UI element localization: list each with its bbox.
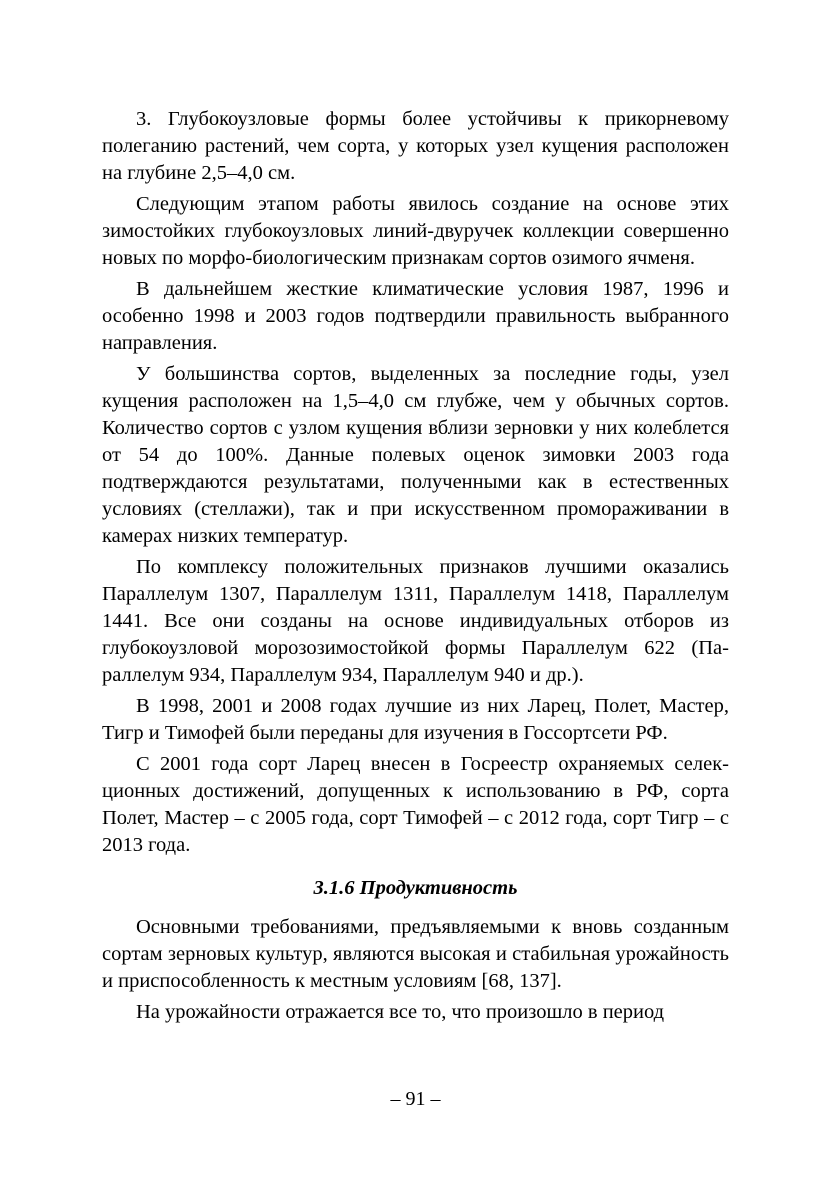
paragraph-5: По комплексу положительных признаков лучшими оказались Параллелум 1307, Параллелум 1311, Параллелум 1418, Параллелум 1441. Все они созданы на основе индивидуальных отборов из глубокоузловой морозозимостойкой формы Параллелум 622 (Параллелум 934, Параллелум 934, Параллелум 940 и др.).	[102, 556, 729, 686]
paragraph-7: С 2001 года сорт Ларец внесен в Госреестр охраняемых селекционных достижений, допущенных к использованию в РФ, сорта Полет, Мастер – с 2005 года, сорт Тимофей – с 2012 года, сорт Тигр – с 2013 года.	[102, 753, 729, 856]
paragraph-1: 3. Глубокоузловые формы более устойчивы к прикорневому полеганию растений, чем сорта, у которых узел кущения расположен на глубине 2,5–4,0 см.	[102, 108, 729, 184]
section-heading: 3.1.6 Продуктивность	[313, 877, 518, 899]
paragraph-2: Следующим этапом работы явилось создание на основе этих зимостойких глубокоузловых линий-двуручек коллекции совершенно новых по морфо-биологическим признакам сортов озимого ячменя.	[102, 193, 729, 269]
page-number: – 91 –	[390, 1088, 441, 1110]
document-page	[102, 106, 729, 1030]
paragraph-9: На урожайности отражается все то, что произошло в период	[136, 1001, 665, 1023]
paragraph-3: В дальнейшем жесткие климатические условия 1987, 1996 и особенно 1998 и 2003 годов подтвердили правильность выбранного направления.	[102, 278, 729, 354]
paragraph-8: Основными требованиями, предъявляемыми к вновь созданным сортам зерновых культур, являются высокая и стабильная урожайность и приспособленность к местным условиям [68, 137].	[102, 916, 729, 992]
paragraph-4: У большинства сортов, выделенных за последние годы, узел кущения расположен на 1,5–4,0 см глубже, чем у обычных сортов. Количество сортов с узлом кущения вблизи зерновки у них колеблется от 54 до 100%. Данные полевых оценок зимовки 2003 года подтверждаются результатами, полученными как в естественных условиях (стеллажи), так и при искусственном промораживании в камерах низких температур.	[102, 363, 729, 547]
paragraph-6: В 1998, 2001 и 2008 годах лучшие из них Ларец, Полет, Мастер, Тигр и Тимофей были переданы для изучения в Госсортсети РФ.	[102, 695, 729, 744]
